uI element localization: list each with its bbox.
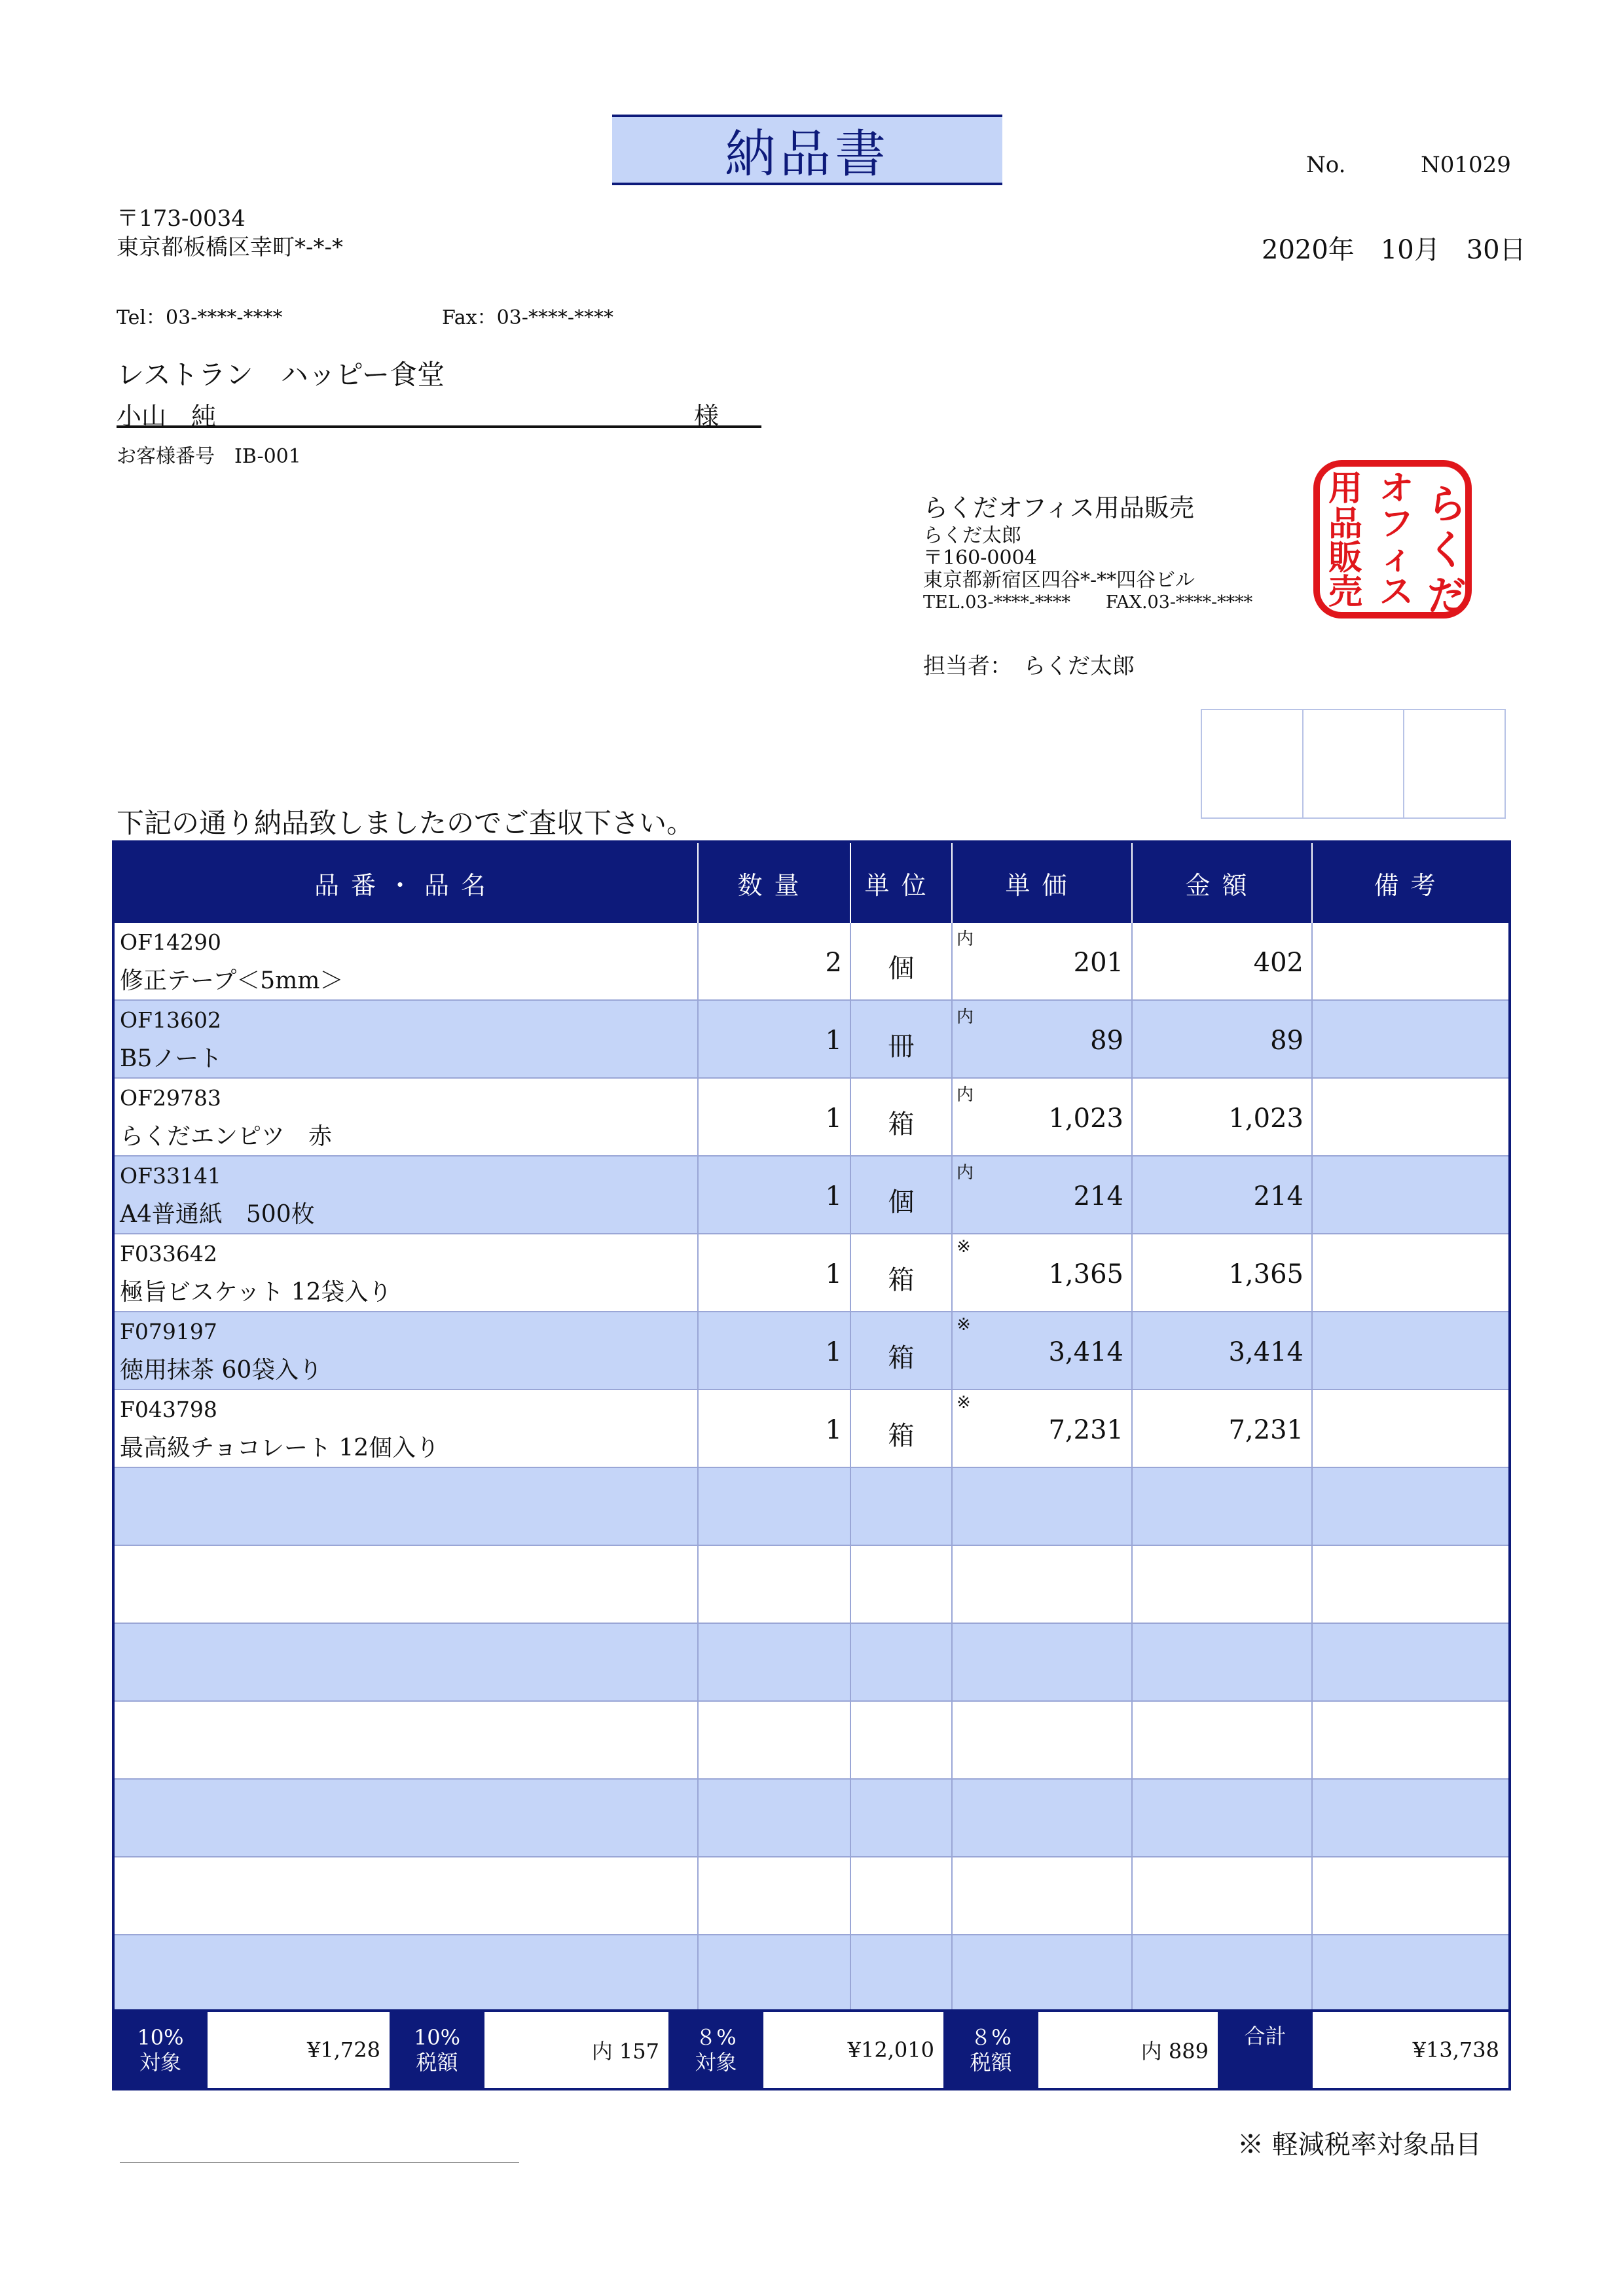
tax-mark: ※ (957, 1237, 971, 1257)
item-quantity: 1 (825, 1259, 842, 1289)
item-unit-price: 7,231 (1048, 1415, 1123, 1445)
tax8-target-label: ８% 対象 (669, 2011, 763, 2089)
tax10-target-label: 10% 対象 (113, 2011, 207, 2089)
item-name: B5ノート (120, 1045, 223, 1072)
item-quantity: 1 (825, 1103, 842, 1134)
empty-row (113, 1545, 1510, 1623)
empty-row (113, 1701, 1510, 1779)
empty-row (113, 1779, 1510, 1857)
sender-tel: Tel：03-****-**** (117, 306, 283, 329)
item-unit-price: 214 (1073, 1181, 1123, 1211)
item-code: OF13602 (120, 1007, 221, 1033)
seal-text-line1: らくだ (1419, 482, 1468, 615)
tax10-amount-value: 内 157 (484, 2011, 669, 2089)
item-name: 修正テープ＜5mm＞ (120, 967, 344, 994)
item-amount: 1,365 (1228, 1259, 1304, 1289)
seal-text-line2: オフィス (1379, 469, 1414, 612)
approval-stamp-boxes (1201, 709, 1506, 819)
item-amount: 89 (1270, 1026, 1304, 1056)
table-row (113, 1234, 1510, 1312)
tax8-amount-value: 内 889 (1038, 2011, 1218, 2089)
customer-honorific: 様 (694, 402, 720, 431)
item-unit-price: 201 (1073, 948, 1123, 978)
tax-mark: 内 (957, 1085, 974, 1105)
issue-date: 2020年 10月 30日 (1262, 235, 1526, 265)
total-label: 合計 (1218, 2011, 1312, 2089)
item-quantity: 2 (825, 948, 842, 978)
stamp-box (1202, 710, 1304, 817)
item-unit: 個 (888, 954, 915, 984)
item-code: F079197 (120, 1319, 217, 1344)
total-value: ¥13,738 (1312, 2011, 1510, 2089)
item-name: 最高級チョコレート 12個入り (120, 1435, 440, 1462)
stamp-box (1404, 710, 1504, 817)
item-amount: 3,414 (1228, 1337, 1304, 1367)
tax-mark: ※ (957, 1315, 971, 1335)
seal-text-line3: 用品販売 (1328, 469, 1363, 612)
item-code: OF14290 (120, 929, 221, 955)
header-unit-price: 単価 (952, 842, 1132, 923)
customer-number: お客様番号 IB-001 (117, 445, 301, 468)
tax8-target-value: ¥12,010 (763, 2011, 944, 2089)
empty-row (113, 1467, 1510, 1545)
item-name: らくだエンピツ 赤 (120, 1123, 333, 1150)
tax-mark: 内 (957, 929, 974, 949)
item-quantity: 1 (825, 1181, 842, 1211)
issuer-address: 東京都新宿区四谷*-**四谷ビル (923, 569, 1195, 592)
item-unit: 箱 (888, 1421, 915, 1451)
header-note: 備考 (1312, 842, 1510, 923)
item-unit-price: 1,023 (1048, 1103, 1123, 1134)
tax-mark: 内 (957, 1007, 974, 1027)
document-title: 納品書 (612, 115, 1002, 185)
item-unit-price: 89 (1090, 1026, 1123, 1056)
customer-underline (117, 425, 761, 428)
item-amount: 1,023 (1228, 1103, 1304, 1134)
item-unit: 冊 (888, 1031, 915, 1062)
company-seal (1311, 458, 1474, 620)
document-number-label: No. (1306, 152, 1346, 178)
item-unit: 箱 (888, 1265, 915, 1295)
contact-person: 担当者： らくだ太郎 (923, 653, 1135, 679)
item-amount: 214 (1253, 1181, 1304, 1211)
header-unit: 単位 (850, 842, 952, 923)
table-header-row (113, 842, 1510, 923)
item-unit: 箱 (888, 1343, 915, 1373)
header-quantity: 数量 (698, 842, 850, 923)
intro-text: 下記の通り納品致しましたのでご査収下さい。 (117, 807, 695, 839)
header-amount: 金額 (1132, 842, 1312, 923)
item-name: A4普通紙 500枚 (120, 1201, 315, 1228)
tax8-amount-label: ８% 税額 (944, 2011, 1038, 2089)
empty-row (113, 1623, 1510, 1701)
table-row (113, 1156, 1510, 1234)
item-quantity: 1 (825, 1415, 842, 1445)
customer-company: レストラン ハッピー食堂 (117, 359, 445, 391)
item-amount: 7,231 (1228, 1415, 1304, 1445)
tax10-amount-label: 10% 税額 (390, 2011, 484, 2089)
footnote: ※ 軽減税率対象品目 (1237, 2130, 1482, 2160)
item-quantity: 1 (825, 1026, 842, 1056)
item-name: 極旨ビスケット 12袋入り (120, 1279, 392, 1306)
item-code: OF29783 (120, 1085, 221, 1111)
sender-fax: Fax：03-****-**** (442, 306, 614, 329)
customer-person: 小山 純 (117, 402, 217, 431)
item-name: 徳用抹茶 60袋入り (120, 1357, 323, 1384)
issuer-postal-code: 〒160-0004 (923, 547, 1037, 569)
table-row (113, 1078, 1510, 1156)
issuer-company: らくだオフィス用品販売 (923, 493, 1194, 522)
item-unit: 箱 (888, 1109, 915, 1139)
table-row (113, 1390, 1510, 1467)
item-code: F033642 (120, 1241, 217, 1266)
header-item: 品番・品名 (113, 842, 698, 923)
tax-mark: ※ (957, 1393, 971, 1412)
empty-row (113, 1857, 1510, 1935)
table-row (113, 1000, 1510, 1078)
item-amount: 402 (1253, 948, 1304, 978)
signature-line (120, 2162, 519, 2163)
sender-address: 東京都板橋区幸町*-*-* (117, 234, 343, 260)
items-table (112, 840, 1511, 2015)
item-unit-price: 3,414 (1048, 1337, 1123, 1367)
issuer-tel-fax: TEL.03-****-**** FAX.03-****-**** (923, 592, 1253, 613)
tax-summary-table (112, 2009, 1511, 2090)
tax10-target-value: ¥1,728 (207, 2011, 390, 2089)
issuer-person: らくだ太郎 (923, 524, 1021, 547)
table-row (113, 1312, 1510, 1390)
item-code: F043798 (120, 1397, 217, 1422)
sender-postal-code: 〒173-0034 (117, 206, 246, 232)
stamp-box (1304, 710, 1405, 817)
item-unit: 個 (888, 1187, 915, 1217)
tax-mark: 内 (957, 1163, 974, 1183)
empty-row (113, 1935, 1510, 2013)
item-unit-price: 1,365 (1048, 1259, 1123, 1289)
document-number: N01029 (1421, 152, 1511, 178)
item-quantity: 1 (825, 1337, 842, 1367)
item-code: OF33141 (120, 1163, 221, 1189)
table-row (113, 923, 1510, 1000)
